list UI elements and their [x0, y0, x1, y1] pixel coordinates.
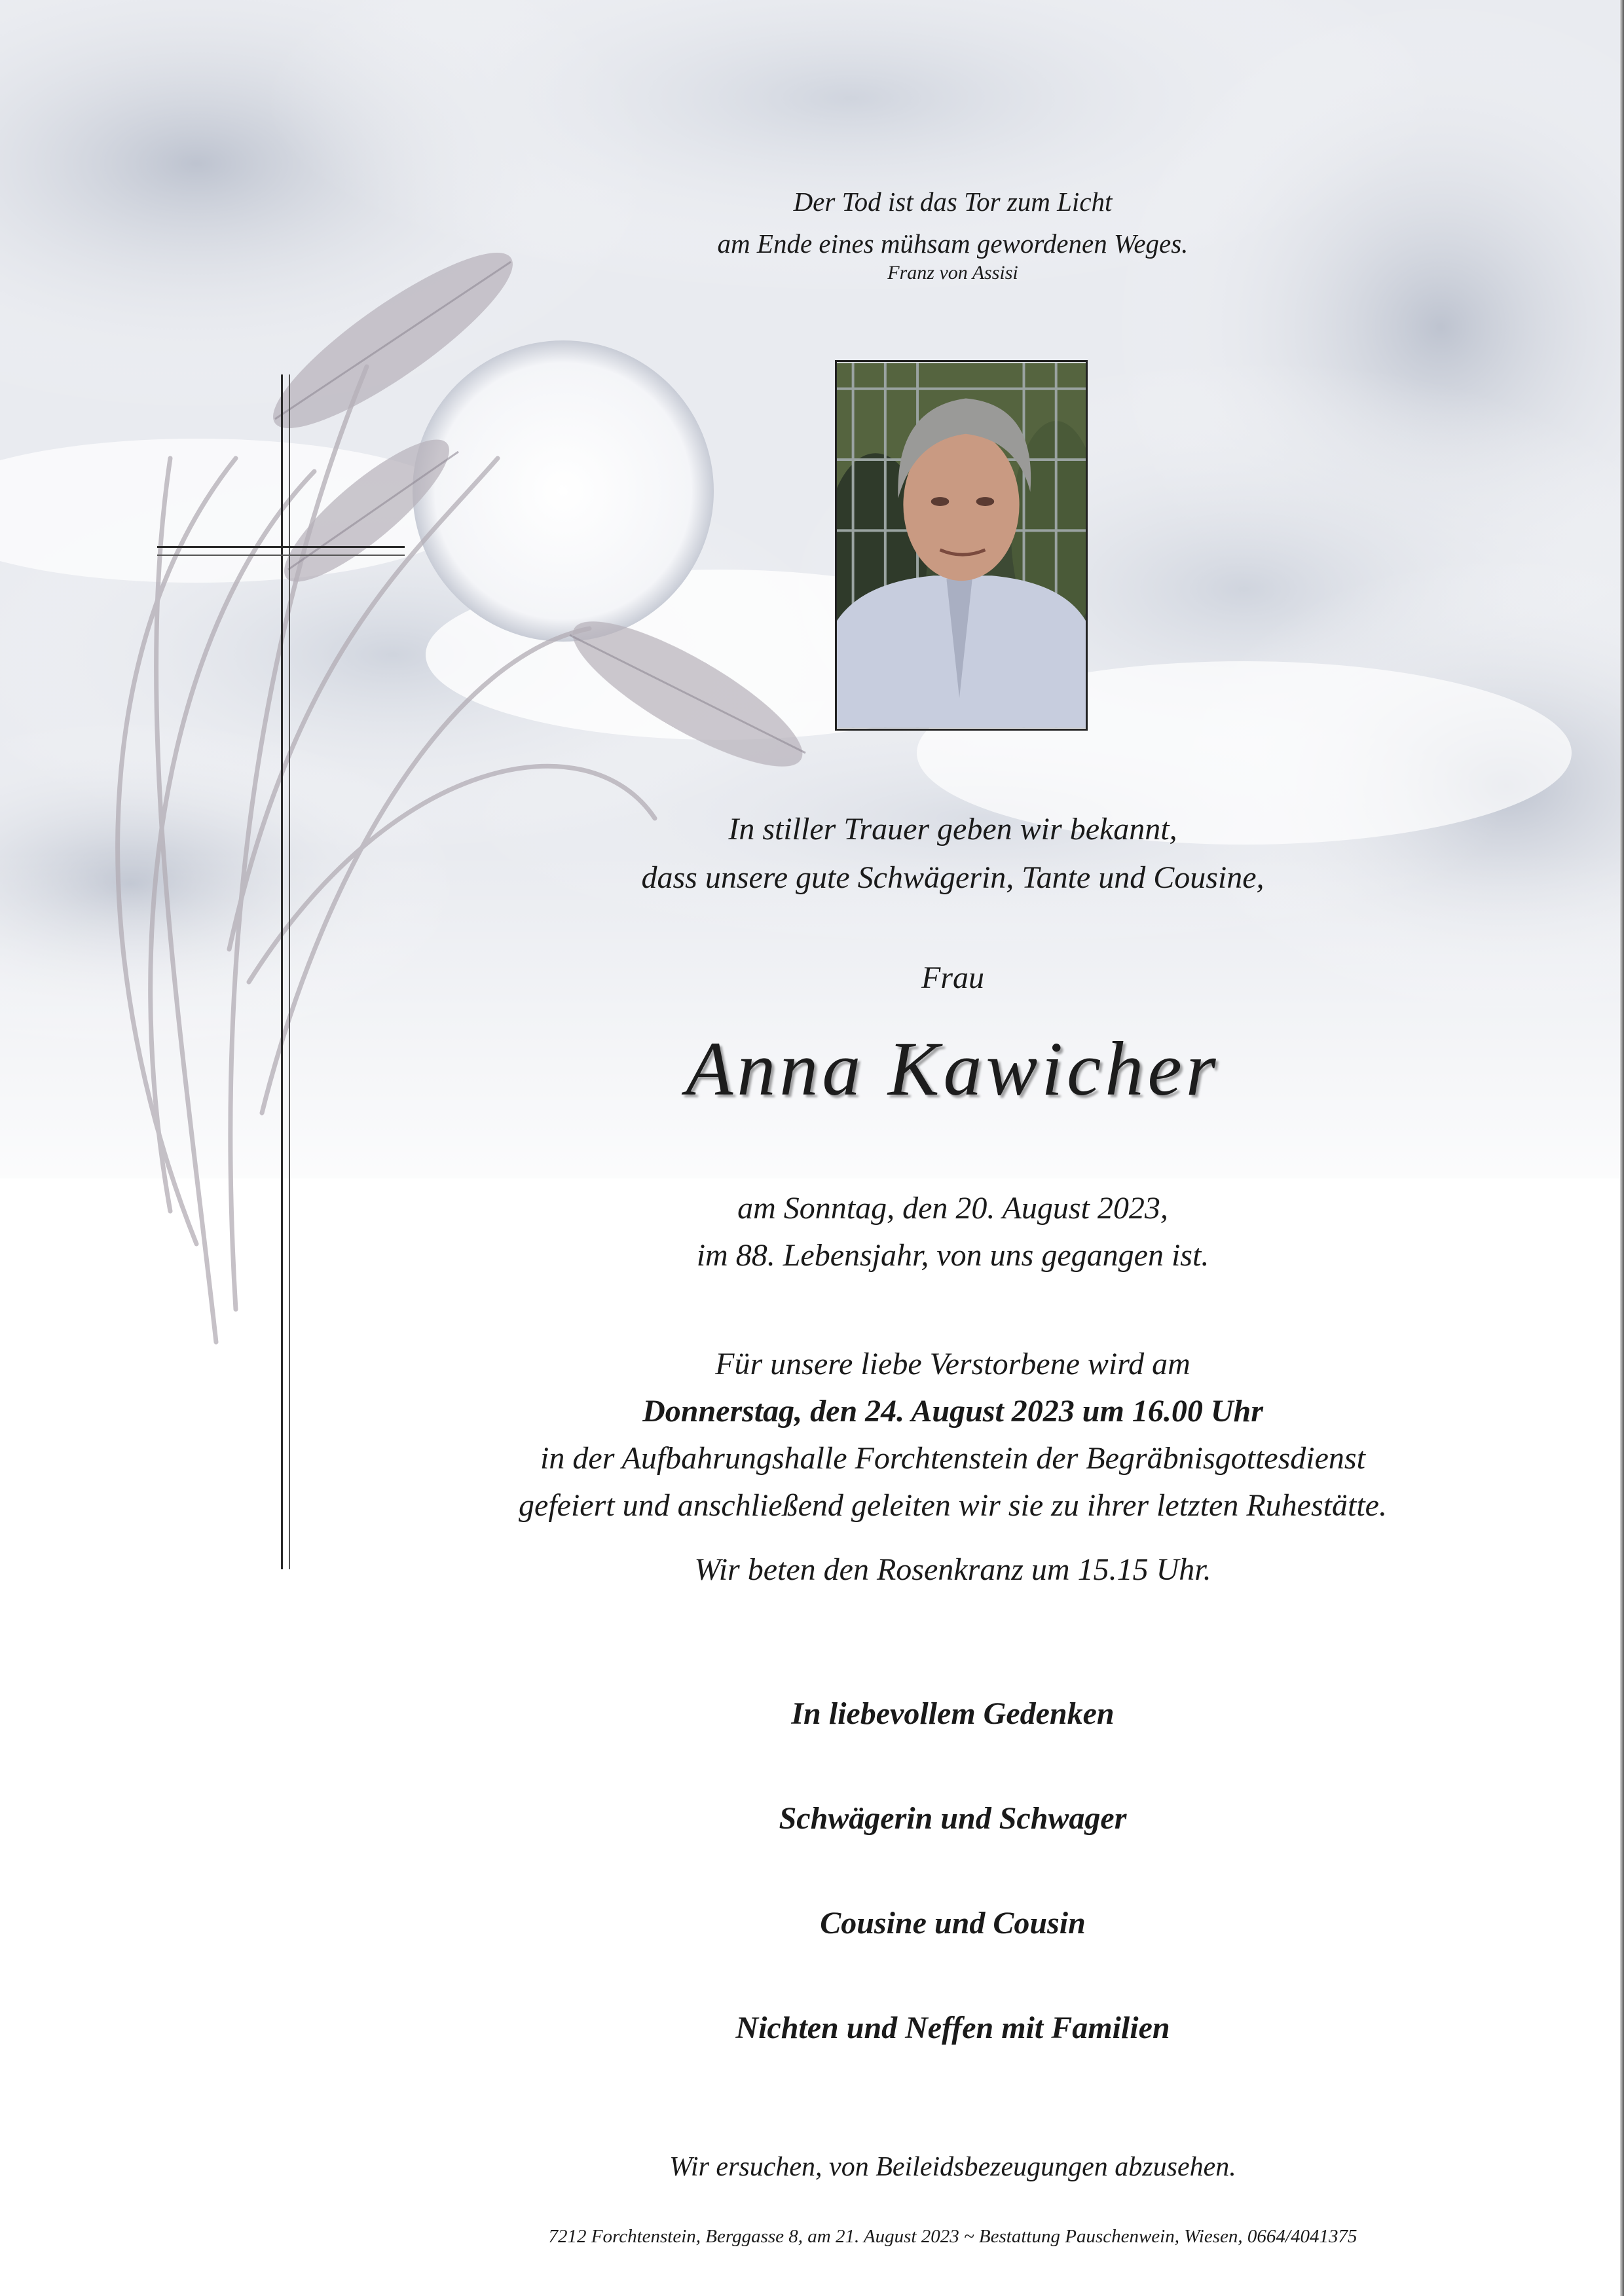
funeral-date: Donnerstag, den 24. August 2023 um 16.00 Uhr	[642, 1394, 1263, 1429]
motto-author: Franz von Assisi	[887, 262, 1018, 283]
signature-line: Nichten und Neffen mit Familien	[735, 2011, 1170, 2045]
death-notice	[0, 1185, 1624, 1279]
announcement-line-2: dass unsere gute Schwägerin, Tante und Cousine,	[641, 860, 1264, 895]
motto-line-1: Der Tod ist das Tor zum Licht	[793, 187, 1113, 217]
motto-quote	[0, 181, 1624, 264]
announcement	[0, 805, 1624, 902]
funeral-line-1: Für unsere liebe Verstorbene wird am	[715, 1347, 1190, 1381]
funeral-line-3: in der Aufbahrungshalle Forchtenstein der Begräbnisgottesdienst	[540, 1441, 1365, 1476]
announcement-line-1: In stiller Trauer geben wir bekannt,	[728, 812, 1177, 847]
condolence-note: Wir ersuchen, von Beileidsbezeugungen abzusehen.	[669, 2152, 1236, 2182]
death-line-1: am Sonntag, den 20. August 2023,	[737, 1191, 1168, 1226]
signature-line: In liebevollem Gedenken	[791, 1696, 1115, 1731]
rosary-notice: Wir beten den Rosenkranz um 15.15 Uhr.	[694, 1552, 1211, 1587]
signature-line: Cousine und Cousin	[820, 1906, 1086, 1941]
motto-line-2: am Ende eines mühsam gewordenen Weges.	[717, 228, 1189, 259]
page-edge	[1620, 0, 1624, 2296]
signature-line: Schwägerin und Schwager	[779, 1801, 1127, 1836]
portrait-photo	[835, 360, 1088, 731]
deceased-name: Anna Kawicher	[686, 1026, 1220, 1112]
funeral-notice	[0, 1341, 1624, 1529]
salutation: Frau	[921, 960, 984, 995]
funeral-line-4: gefeiert und anschließend geleiten wir sie zu ihrer letzten Ruhestätte.	[519, 1488, 1387, 1523]
death-line-2: im 88. Lebensjahr, von uns gegangen ist.	[696, 1238, 1209, 1273]
footer-address: 7212 Forchtenstein, Berggasse 8, am 21. August 2023 ~ Bestattung Pauschenwein, Wiesen, 0664/4041375	[548, 2226, 1357, 2247]
